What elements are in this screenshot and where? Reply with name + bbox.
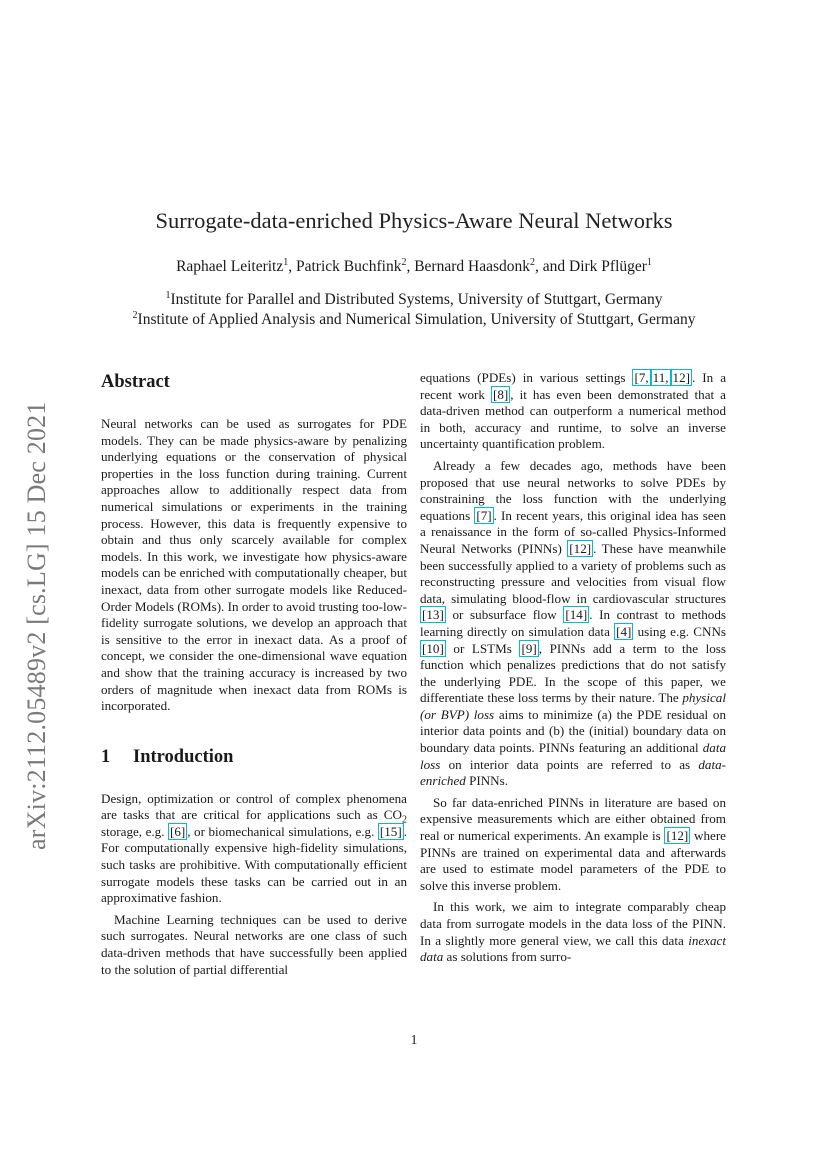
citation-link[interactable]: [10] — [422, 640, 444, 656]
citation-link[interactable]: [7, — [634, 370, 649, 385]
affiliation: $^1$Institute for Parallel and Distributed Systems, University of Stuttgart, Germany — [165, 289, 663, 308]
citation-link[interactable]: [13] — [422, 607, 444, 623]
author-affil-mark: 1 — [283, 256, 289, 268]
intro-paragraph-3: Already a few decades ago, methods have been proposed that use neural networks to solve PDEs by constraining the loss function with the underlying equations [7] . In recent years, this original idea has seen a renaissance in the form of so-called Physics-Informed Neural Networks (PINNs) [12] . These have meanwhile been successfully applied to a variety of problems such as reconstructing pressure and velocities from visual flow data, simulating blood-flow in cardiovascular structures [13] or subsurface flow [14] . In contrast to methods learning directly on simulation data [4] using e.g. CNNs [10] or LSTMs [9] , PINNs add a term to the loss function which penalizes predictions that do not satisfy the underlying PDE. In the scope of this paper, we differentiate these loss terms by their nature. The physical (or BVP) loss aims to minimize (a) the PDE residual on interior data points and (b) the (initial) boundary data on boundary data points. PINNs featuring an additional data loss on interior data points are referred to as data-enriched PINNs. — [420, 457, 726, 789]
right-column — [420, 370, 726, 966]
section-number: 1 — [101, 746, 111, 767]
affiliations — [100, 290, 728, 330]
citation-link[interactable]: 11, — [652, 370, 669, 385]
author-affil-mark: 2 — [401, 256, 407, 268]
citation-link[interactable]: [15] — [379, 823, 402, 839]
affiliation: $^2$Institute of Applied Analysis and Numerical Simulation, University of Stuttgart, Germany — [132, 309, 696, 328]
author-name: Patrick Buchfink — [295, 258, 402, 275]
section-heading — [101, 745, 407, 769]
citation-link[interactable]: [9] — [521, 640, 537, 656]
author-affil-mark: 2 — [529, 256, 535, 268]
citation-link[interactable]: [12] — [569, 540, 592, 556]
citation-link[interactable]: [4] — [616, 623, 632, 639]
paper-title: Surrogate-data-enriched Physics-Aware Neural Networks — [155, 208, 673, 233]
citation-link[interactable]: [7] — [476, 507, 492, 523]
citation-link[interactable]: [8] — [492, 386, 509, 402]
intro-paragraph-2-continued: equations (PDEs) in various settings [7, 11, 12] . In a recent work [8] , it has even been demonstrated that a data-driven method can outperform a numerical method in both, accuracy and runtime, to solve an inverse uncertainty quantification problem. — [420, 370, 727, 452]
abstract-heading: Abstract — [101, 372, 170, 392]
left-column — [101, 370, 407, 978]
author-name: Bernard Haasdonk — [414, 258, 530, 275]
citation-link[interactable]: 12] — [672, 370, 691, 385]
intro-paragraph-5: In this work, we aim to integrate comparably cheap data from surrogate models in the data loss of the PINN. In a slightly more general view, we call this data inexact data as solutions from surro- — [420, 899, 726, 965]
citation-link[interactable]: [14] — [565, 607, 588, 623]
abstract-text: Neural networks can be used as surrogates for PDE models. They can be made physics-aware by penalizing underlying equations or the conservation of physical properties in the loss function during training. Current approaches allow to additionally respect data from numerical simulations or experiments in the training process. However, this data is frequently expensive to obtain and thus only scarcely available for complex models. In this work, we investigate how physics-aware models can be enriched with computationally cheaper, but inexact, data from other surrogate models like Reduced-Order Models (ROMs). In order to avoid trusting too-low-fidelity surrogate solutions, we develop an approach that is sensitive to the error in inexact data. As a proof of concept, we consider the one-dimensional wave equation and show that the training accuracy is increased by two orders of magnitude when inexact data from ROMs is incorporated. — [101, 416, 407, 714]
citation-link[interactable]: [12] — [666, 828, 689, 844]
citation-link[interactable]: [6] — [170, 823, 186, 839]
author-name: Dirk Pflüger — [569, 258, 647, 275]
intro-paragraph-4: So far data-enriched PINNs in literature are based on expensive measurements which are either obtained from real or numerical experiments. An example is [12] where PINNs are trained on experimental data and afterwards are used to estimate model parameters of the PDE to solve this inverse problem. — [420, 794, 726, 893]
section-title: Introduction — [133, 746, 234, 767]
author-name: Raphael Leiteritz — [176, 258, 284, 275]
page-number: 1 — [410, 1032, 418, 1047]
author-affil-mark: 1 — [646, 256, 652, 268]
arxiv-identifier: arXiv:2112.05489v2 [cs.LG] 15 Dec 2021 — [22, 401, 51, 850]
author-list: Raphael Leiteritz$^1$, Patrick Buchfink$^2$, Bernard Haasdonk$^2$, and Dirk Pflüger$^1$ — [176, 256, 652, 275]
intro-paragraph-2: Machine Learning techniques can be used to derive such surrogates. Neural networks are one class of such data-driven methods that have successfully been applied to the solution of partial differential — [101, 911, 407, 977]
intro-paragraph-1: Design, optimization or control of complex phenomena are tasks that are critical for applications such as $CO_2$ storage, e.g. [6] , or biomechanical simulations, e.g. [15] . For computationally expensive high-fidelity simulations, such tasks are prohibitive. With computationally efficient surrogate models these tasks can be carried out in an approximative fashion. — [101, 790, 407, 906]
